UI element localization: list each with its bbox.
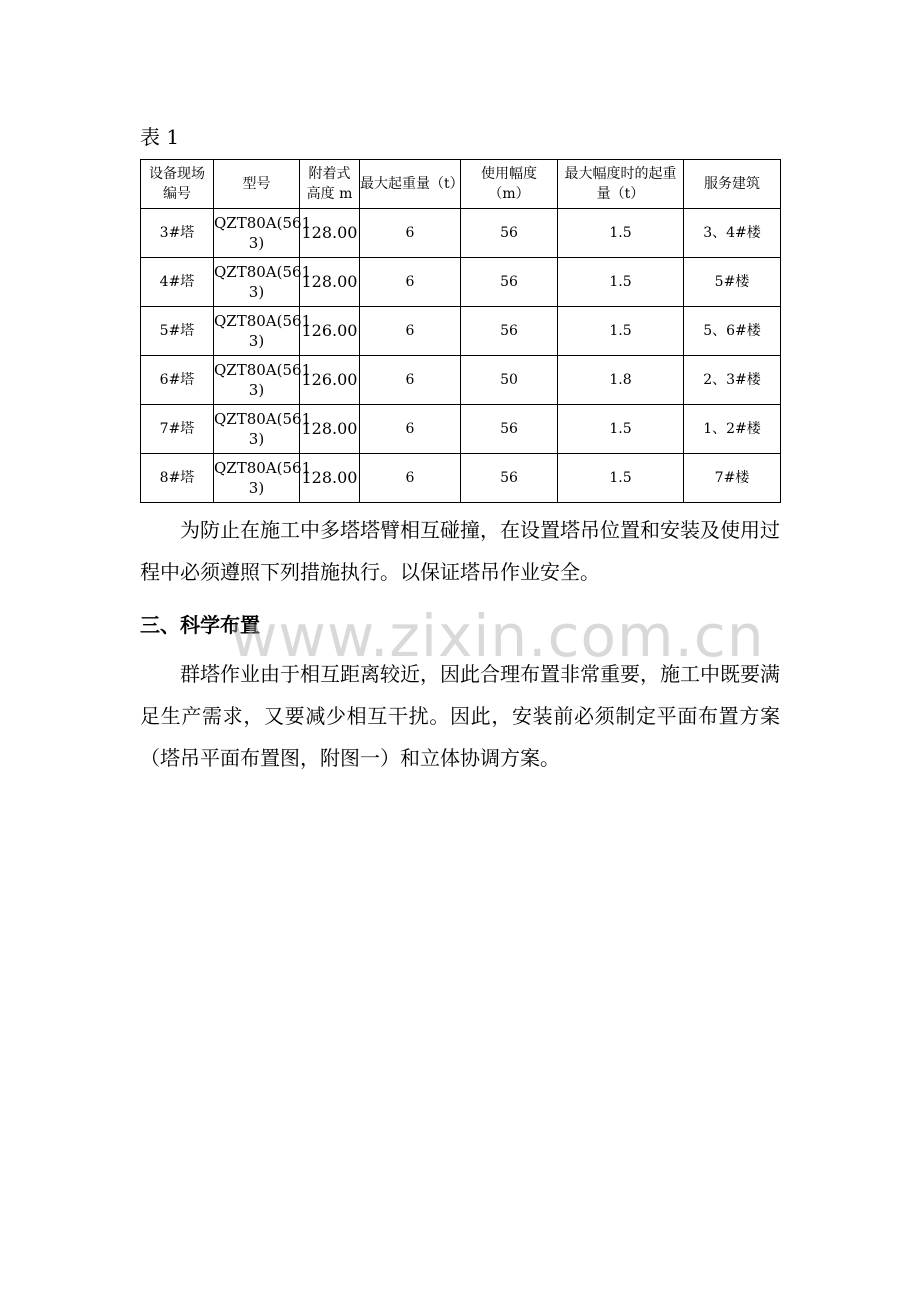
header-lifting-at-max-radius: 最大幅度时的起重 量（t） — [558, 160, 684, 209]
cell-model: QZT80A(561 3) — [214, 209, 300, 258]
cell-attachment-height: 128.00 — [300, 454, 360, 503]
cell-equipment-id: 6#塔 — [141, 356, 214, 405]
cell-lifting-at-max-radius: 1.5 — [558, 258, 684, 307]
cell-working-radius: 56 — [461, 258, 558, 307]
tower-crane-table — [140, 159, 781, 503]
cell-lifting-at-max-radius: 1.5 — [558, 405, 684, 454]
header-max-lifting-weight: 最大起重量（t） — [360, 160, 461, 209]
header-served-building: 服务建筑 — [684, 160, 781, 209]
cell-equipment-id: 7#塔 — [141, 405, 214, 454]
table-header-row — [141, 160, 781, 209]
cell-max-lifting-weight: 6 — [360, 356, 461, 405]
cell-attachment-height: 128.00 — [300, 258, 360, 307]
table-caption: 表 1 — [140, 125, 180, 149]
cell-equipment-id: 3#塔 — [141, 209, 214, 258]
header-attachment-height: 附着式 高度 m — [300, 160, 360, 209]
cell-attachment-height: 126.00 — [300, 356, 360, 405]
header-equipment-id: 设备现场 编号 — [141, 160, 214, 209]
cell-working-radius: 56 — [461, 454, 558, 503]
cell-equipment-id: 8#塔 — [141, 454, 214, 503]
cell-lifting-at-max-radius: 1.5 — [558, 307, 684, 356]
cell-served-building: 5、6#楼 — [684, 307, 781, 356]
cell-lifting-at-max-radius: 1.5 — [558, 209, 684, 258]
cell-max-lifting-weight: 6 — [360, 454, 461, 503]
cell-max-lifting-weight: 6 — [360, 209, 461, 258]
paragraph-safety-measures: 为防止在施工中多塔塔臂相互碰撞，在设置塔吊位置和安装及使用过程中必须遵照下列措施执行。以保证塔吊作业安全。 — [140, 518, 780, 584]
cell-working-radius: 56 — [461, 405, 558, 454]
cell-working-radius: 56 — [461, 209, 558, 258]
paragraph-layout-plan: 群塔作业由于相互距离较近，因此合理布置非常重要，施工中既要满足生产需求，又要减少相互干扰。因此，安装前必须制定平面布置方案（塔吊平面布置图，附图一）和立体协调方案。 — [140, 662, 780, 770]
table-row — [141, 405, 781, 454]
cell-model: QZT80A(561 3) — [214, 356, 300, 405]
watermark: www.zixin.com.cn — [230, 602, 765, 670]
header-model: 型号 — [214, 160, 300, 209]
cell-model: QZT80A(561 3) — [214, 405, 300, 454]
cell-working-radius: 56 — [461, 307, 558, 356]
cell-equipment-id: 4#塔 — [141, 258, 214, 307]
cell-max-lifting-weight: 6 — [360, 405, 461, 454]
cell-lifting-at-max-radius: 1.5 — [558, 454, 684, 503]
cell-model: QZT80A(561 3) — [214, 258, 300, 307]
cell-lifting-at-max-radius: 1.8 — [558, 356, 684, 405]
section-heading: 三、科学布置 — [140, 613, 260, 637]
table-row — [141, 356, 781, 405]
header-working-radius: 使用幅度 （m） — [461, 160, 558, 209]
cell-served-building: 3、4#楼 — [684, 209, 781, 258]
table-row — [141, 258, 781, 307]
table-row — [141, 307, 781, 356]
cell-working-radius: 50 — [461, 356, 558, 405]
cell-attachment-height: 128.00 — [300, 209, 360, 258]
cell-served-building: 2、3#楼 — [684, 356, 781, 405]
cell-equipment-id: 5#塔 — [141, 307, 214, 356]
cell-model: QZT80A(561 3) — [214, 307, 300, 356]
table-row — [141, 454, 781, 503]
cell-served-building: 5#楼 — [684, 258, 781, 307]
cell-attachment-height: 126.00 — [300, 307, 360, 356]
cell-attachment-height: 128.00 — [300, 405, 360, 454]
cell-max-lifting-weight: 6 — [360, 307, 461, 356]
table-row — [141, 209, 781, 258]
cell-model: QZT80A(561 3) — [214, 454, 300, 503]
cell-max-lifting-weight: 6 — [360, 258, 461, 307]
cell-served-building: 1、2#楼 — [684, 405, 781, 454]
cell-served-building: 7#楼 — [684, 454, 781, 503]
